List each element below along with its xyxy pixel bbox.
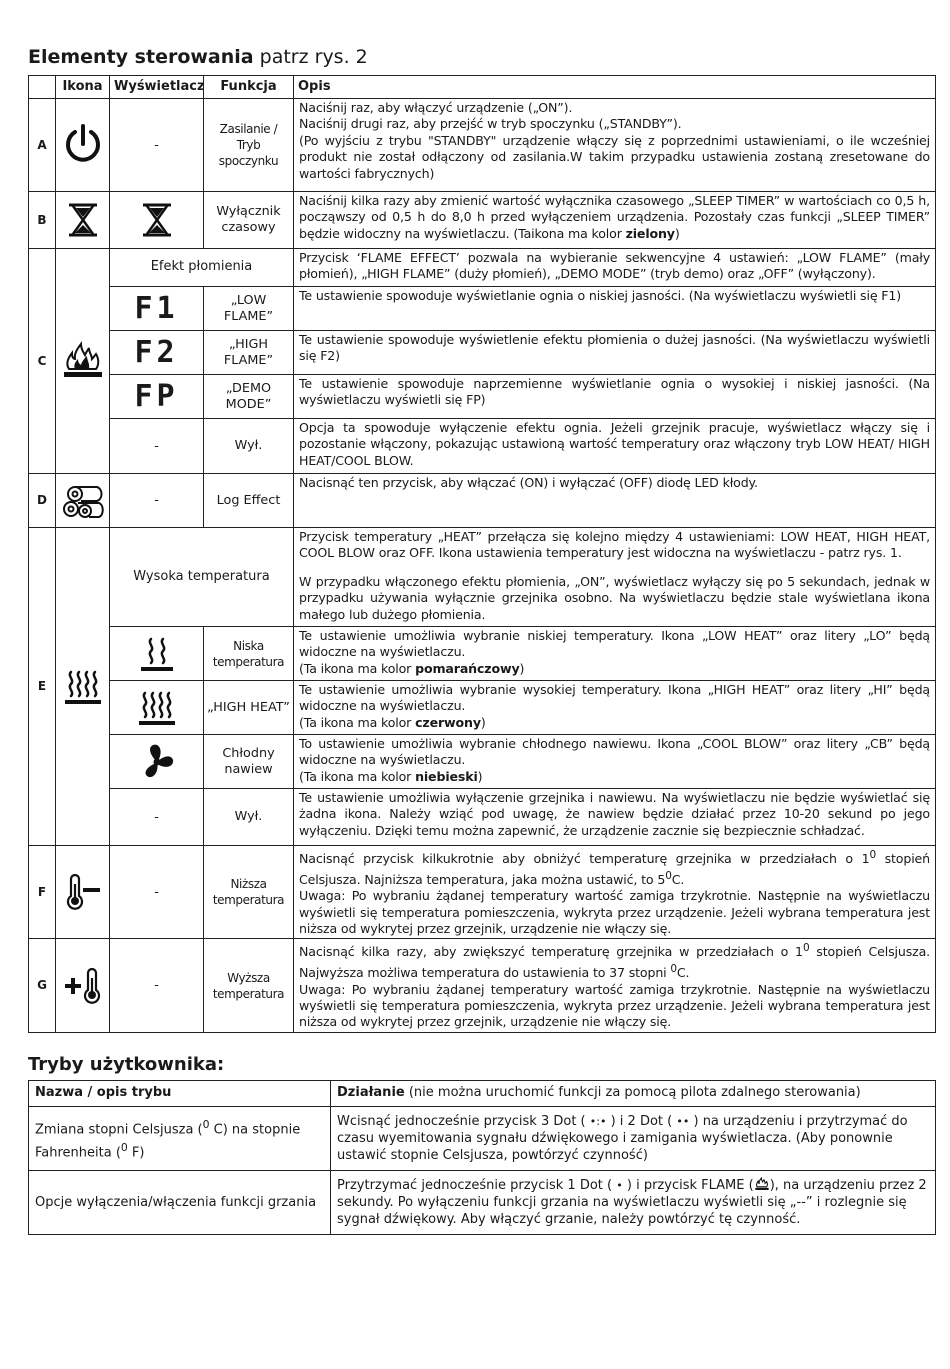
function-label: Niższa temperatura	[204, 846, 294, 939]
description: Te ustawienie spowoduje naprzemienne wyświetlanie ognia o wysokiej i niskiej jasności. (Na wyświetlaczu wyświetli się FP)	[294, 375, 936, 419]
function-header: Efekt płomienia	[110, 249, 294, 287]
table-row	[29, 249, 936, 287]
display-value: -	[110, 789, 204, 846]
table-row	[29, 789, 936, 846]
function-label: „HIGH FLAME”	[204, 331, 294, 375]
description: Przycisk temperatury „HEAT” przełącza się kolejno między 4 ustawieniami: LOW HEAT, HIGH HEAT, COOL BLOW oraz OFF. Ikona ustawienia temperatury jest widoczna na wyświetlaczu - patrz rys. 1. W przypadku włączonego efektu płomienia, „ON”, wyświetlacz wyłączy się po 5 sekundach, jednak w przypadku używania wyłącznie grzejnika osobno. Na wyświetlaczu będzie stale wyświetlana ikona małego lub dużego płomienia.	[294, 528, 936, 627]
row-letter: C	[29, 249, 56, 474]
function-header: Wysoka temperatura	[110, 528, 294, 627]
function-label: Wył.	[204, 419, 294, 474]
table-row	[29, 1107, 936, 1171]
description: Te ustawienie umożliwia wybranie wysokiej temperatury. Ikona „HIGH HEAT” oraz litery „HI” będą widoczne na wyświetlaczu. (Ta ikona ma kolor czerwony)	[294, 681, 936, 735]
thermometer-plus-icon	[56, 939, 110, 1032]
function-label: Wyłącznik czasowy	[204, 192, 294, 249]
table-row	[29, 99, 936, 192]
display-value: -	[110, 939, 204, 1032]
header-function: Funkcja	[204, 76, 294, 99]
table-row	[29, 681, 936, 735]
row-letter: D	[29, 474, 56, 528]
function-label: Niska temperatura	[204, 627, 294, 681]
fan-icon	[110, 735, 204, 789]
header-mode-name: Nazwa / opis trybu	[29, 1081, 331, 1107]
description: Naciśnij raz, aby włączyć urządzenie („ON”). Naciśnij drugi raz, aby przejść w tryb spoczynku („STANDBY”). (Po wyjściu z trybu "STANDBY" urządzenie włączy się z poprzednimi ustawieniami, o ile wcześniej produkt nie został odłączony od zasilania.W takim przypadku ustawienia zostaną zresetowane do wartości fabrycznych)	[294, 99, 936, 192]
flame-button-icon	[754, 1177, 770, 1191]
low-heat-icon	[110, 627, 204, 681]
row-letter: G	[29, 939, 56, 1032]
row-letter: E	[29, 528, 56, 846]
description: Nacisnąć kilka razy, aby zwiększyć temperaturę grzejnika w przedziałach o $1^0$ stopień Celsjusza. Najwyższa możliwa temperatura do ustawienia to 37 stopni $^0$C. Uwaga: Po wybraniu żądanej temperatury wartość zamiga trzykrotnie. Następnie na wyświetlaczu wyświetli się temperatura pomieszczenia, wykryta przez urządzenie. Jeżeli wybrana temperatura jest niższa od wykrytej przez grzejnik, urządzenie nie włączy się.	[294, 939, 936, 1032]
table-row	[29, 375, 936, 419]
description: To ustawienie umożliwia wybranie chłodnego nawiewu. Ikona „COOL BLOW” oraz litery „CB” będą widoczne na wyświetlaczu. (Ta ikona ma kolor niebieski)	[294, 735, 936, 789]
function-label: „LOW FLAME”	[204, 287, 294, 331]
section-title-controls: Elementy sterowania patrz rys. 2	[28, 46, 368, 68]
mode-action: Wcisnąć jednocześnie przycisk 3 Dot ( •:• ) i 2 Dot ( •• ) na urządzeniu i przytrzymać do czasu wyemitowania sygnału dźwiękowego i zamigania wyświetlacza. (Aby ponownie ustawić stopnie Celsjusza, powtórzyć czynność)	[331, 1107, 936, 1171]
display-value: -	[110, 419, 204, 474]
function-label: „DEMO MODE”	[204, 375, 294, 419]
table-row	[29, 627, 936, 681]
table-row	[29, 528, 936, 627]
description: Naciśnij kilka razy aby zmienić wartość wyłącznika czasowego „SLEEP TIMER” w wartościach co 0,5 h, począwszy od 0,5 h do 8,0 h przed wyłączeniem urządzenia. Pozostały czas funkcji „SLEEP TIMER” będzie widoczny na wyświetlaczu. (Taikona ma kolor zielony)	[294, 192, 936, 249]
description: Przycisk ‘FLAME EFFECT’ pozwala na wybieranie sekwencyjne 4 ustawień: „LOW FLAME” (mały płomień), „HIGH FLAME” (duży płomień), „DEMO MODE” (tryb demo) oraz „OFF” (wyłączony).	[294, 249, 936, 287]
user-modes-table	[28, 1080, 936, 1235]
function-label: Wył.	[204, 789, 294, 846]
description: Nacisnąć ten przycisk, aby włączać (ON) i wyłączać (OFF) diodę LED kłody.	[294, 474, 936, 528]
table-row	[29, 419, 936, 474]
description: Te ustawienie umożliwia wybranie niskiej temperatury. Ikona „LOW HEAT” oraz litery „LO” będą widoczne na wyświetlaczu. (Ta ikona ma kolor pomarańczowy)	[294, 627, 936, 681]
row-letter: A	[29, 99, 56, 192]
header-icon: Ikona	[56, 76, 110, 99]
table-row	[29, 846, 936, 939]
description: Opcja ta spowoduje wyłączenie efektu ognia. Jeżeli grzejnik pracuje, wyświetlacz włączy się i pozostanie włączony, pokazując ustawioną wartość temperatury oraz włączony tryb LOW HEAT/ HIGH HEAT/COOL BLOW.	[294, 419, 936, 474]
header-row	[29, 1081, 936, 1107]
mode-name: Opcje wyłączenia/włączenia funkcji grzania	[29, 1171, 331, 1235]
table-row	[29, 287, 936, 331]
flame-icon	[56, 249, 110, 474]
row-letter: F	[29, 846, 56, 939]
function-label: Log Effect	[204, 474, 294, 528]
table-row	[29, 939, 936, 1032]
section-title-user-modes: Tryby użytkownika:	[28, 1054, 225, 1075]
segment-display: FP	[110, 375, 204, 419]
controls-table	[28, 75, 936, 1033]
description: Nacisnąć przycisk kilkukrotnie aby obniżyć temperaturę grzejnika w przedziałach o $1^0$ stopień Celsjusza. Najniższa temperatura, jaka można ustawić, to $5^0C$. Uwaga: Po wybraniu żądanej temperatury wartość zamiga trzykrotnie. Następnie na wyświetlaczu wyświetli się temperatura pomieszczenia, wykryta przez urządzenie. Jeżeli wybrana temperatura jest niższa od wykrytej przez grzejnik, urządzenie nie włączy się.	[294, 846, 936, 939]
function-label: Chłodny nawiew	[204, 735, 294, 789]
display-value: -	[110, 474, 204, 528]
table-row	[29, 1171, 936, 1235]
hourglass-icon	[56, 192, 110, 249]
table-row	[29, 474, 936, 528]
segment-display: F1	[110, 287, 204, 331]
description: Te ustawienie spowoduje wyświetlenie efektu płomienia o dużej jasności. (Na wyświetlaczu wyświetli się F2)	[294, 331, 936, 375]
table-row	[29, 735, 936, 789]
display-value: -	[110, 846, 204, 939]
header-description: Opis	[294, 76, 936, 99]
function-label: Zasilanie / Tryb spoczynku	[204, 99, 294, 192]
two-dot-icon: ••	[676, 1115, 690, 1128]
row-letter: B	[29, 192, 56, 249]
description: Te ustawienie spowoduje wyświetlanie ognia o niskiej jasności. (Na wyświetlaczu wyświetli się F1)	[294, 287, 936, 331]
header-action: Działanie (nie można uruchomić funkcji za pomocą pilota zdalnego sterowania)	[331, 1081, 936, 1107]
heat-icon	[56, 528, 110, 846]
header-row	[29, 76, 936, 99]
one-dot-icon: •	[616, 1179, 623, 1192]
table-row	[29, 331, 936, 375]
description: Te ustawienie umożliwia wyłączenie grzejnika i nawiewu. Na wyświetlaczu nie będzie wyświetlać się żadna ikona. Należy wziąć pod uwagę, że nawiew będzie działać przez 10-20 sekund po jego wyłączeniu. Dzięki temu można zapewnić, że urządzenie zacznie się bezpiecznie schładzać.	[294, 789, 936, 846]
high-heat-icon	[110, 681, 204, 735]
table-row	[29, 192, 936, 249]
function-label: Wyższa temperatura	[204, 939, 294, 1032]
function-label: „HIGH HEAT”	[204, 681, 294, 735]
display-value: -	[110, 99, 204, 192]
three-dot-icon: •:•	[589, 1115, 607, 1128]
mode-name: Zmiana stopni Celsjusza ($^0$ C) na stopnie Fahrenheita ($^0$ F)	[29, 1107, 331, 1171]
thermometer-minus-icon	[56, 846, 110, 939]
header-display: Wyświetlacz	[110, 76, 204, 99]
hourglass-display-icon	[110, 192, 204, 249]
segment-display: F2	[110, 331, 204, 375]
log-icon	[56, 474, 110, 528]
power-icon	[56, 99, 110, 192]
mode-action: Przytrzymać jednocześnie przycisk 1 Dot ( • ) i przycisk FLAME ( ), na urządzeniu przez 2 sekundy. Po wyłączeniu funkcji grzania na wyświetlaczu wyświetli się „--” i rozlegnie się sygnał dźwiękowy. Aby włączyć grzanie, należy powtórzyć tę czynność.	[331, 1171, 936, 1235]
